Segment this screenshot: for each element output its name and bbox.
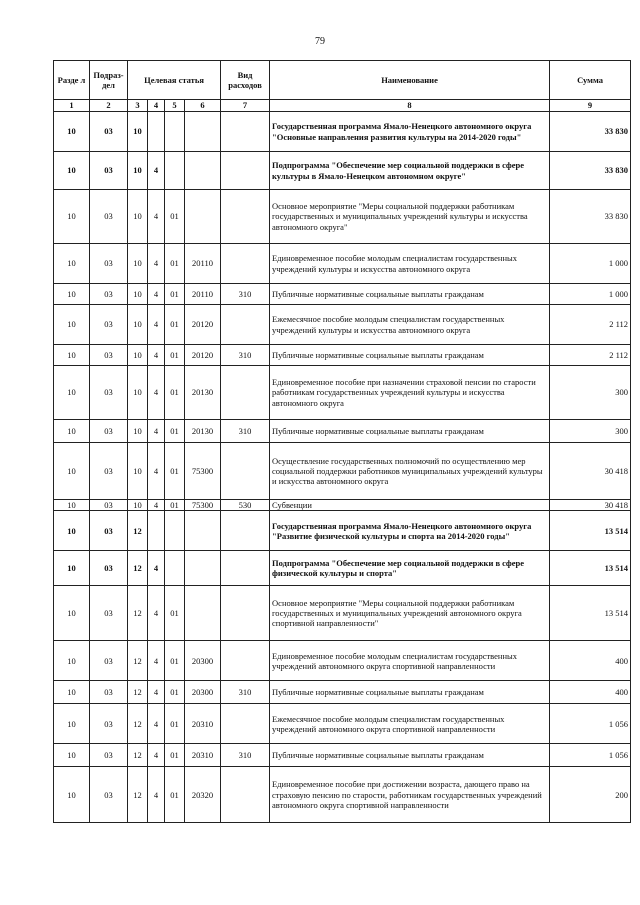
row-razdel: 10 (54, 244, 90, 284)
row-celevaya-event: 01 (165, 744, 185, 767)
row-celevaya-program: 10 (128, 500, 148, 511)
table-row (54, 443, 631, 500)
row-celevaya-subprogram: 4 (148, 305, 165, 345)
row-celevaya-subprogram: 4 (148, 681, 165, 704)
row-razdel: 10 (54, 284, 90, 305)
row-celevaya-subprogram: 4 (148, 744, 165, 767)
row-summa: 300 (550, 366, 631, 420)
row-summa: 13 514 (550, 586, 631, 641)
row-vid-rashodov: 310 (221, 345, 270, 366)
column-number-row (54, 100, 631, 112)
row-vid-rashodov (221, 112, 270, 152)
row-podrazdel: 03 (90, 551, 128, 586)
table-row (54, 305, 631, 345)
row-summa: 30 418 (550, 443, 631, 500)
row-vid-rashodov: 530 (221, 500, 270, 511)
row-celevaya-direction (185, 511, 221, 551)
row-celevaya-subprogram: 4 (148, 284, 165, 305)
row-celevaya-direction (185, 112, 221, 152)
row-summa: 13 514 (550, 511, 631, 551)
table-row (54, 586, 631, 641)
row-vid-rashodov (221, 641, 270, 681)
row-summa: 200 (550, 767, 631, 823)
row-celevaya-program: 12 (128, 641, 148, 681)
budget-table (53, 60, 631, 823)
header-razdel: Разде л (54, 61, 90, 100)
row-celevaya-direction: 20130 (185, 420, 221, 443)
row-razdel: 10 (54, 511, 90, 551)
row-summa: 1 000 (550, 244, 631, 284)
row-summa: 2 112 (550, 345, 631, 366)
header-celevaya-statya: Целевая статья (128, 61, 221, 100)
column-number: 3 (128, 100, 148, 112)
row-razdel: 10 (54, 767, 90, 823)
row-summa: 2 112 (550, 305, 631, 345)
row-celevaya-program: 10 (128, 152, 148, 190)
row-podrazdel: 03 (90, 112, 128, 152)
row-naimenovanie: Государственная программа Ямало-Ненецкого автономного округа "Основные направления развития культуры на 2014-2020 годы" (270, 112, 550, 152)
row-summa: 33 830 (550, 112, 631, 152)
row-celevaya-program: 12 (128, 551, 148, 586)
column-number: 6 (185, 100, 221, 112)
row-podrazdel: 03 (90, 345, 128, 366)
row-razdel: 10 (54, 112, 90, 152)
row-celevaya-direction: 75300 (185, 443, 221, 500)
row-vid-rashodov (221, 244, 270, 284)
row-celevaya-subprogram: 4 (148, 345, 165, 366)
row-celevaya-event: 01 (165, 345, 185, 366)
row-celevaya-direction: 20300 (185, 641, 221, 681)
row-razdel: 10 (54, 681, 90, 704)
row-celevaya-direction (185, 190, 221, 244)
row-celevaya-subprogram: 4 (148, 366, 165, 420)
row-naimenovanie: Публичные нормативные социальные выплаты гражданам (270, 681, 550, 704)
header-vid-rashodov: Вид расходов (221, 61, 270, 100)
row-naimenovanie: Ежемесячное пособие молодым специалистам государственных учреждений автономного округа спортивной направленности (270, 704, 550, 744)
table-row (54, 190, 631, 244)
row-vid-rashodov (221, 305, 270, 345)
table-row (54, 112, 631, 152)
row-podrazdel: 03 (90, 420, 128, 443)
row-celevaya-event: 01 (165, 767, 185, 823)
row-razdel: 10 (54, 641, 90, 681)
row-naimenovanie: Государственная программа Ямало-Ненецкого автономного округа "Развитие физической культуры и спорта на 2014-2020 годы" (270, 511, 550, 551)
row-celevaya-direction: 20120 (185, 345, 221, 366)
row-celevaya-direction: 20120 (185, 305, 221, 345)
table-row (54, 500, 631, 511)
column-number: 1 (54, 100, 90, 112)
row-naimenovanie: Основное мероприятие "Меры социальной поддержки работникам государственных и муниципальных учреждений автономного округа спортивной направленности" (270, 586, 550, 641)
row-podrazdel: 03 (90, 511, 128, 551)
row-naimenovanie: Осуществление государственных полномочий по осуществлению мер социальной поддержки работников муниципальных учреждений культуры и искусства автономного округа (270, 443, 550, 500)
row-celevaya-program: 10 (128, 305, 148, 345)
row-podrazdel: 03 (90, 366, 128, 420)
row-razdel: 10 (54, 152, 90, 190)
row-celevaya-program: 10 (128, 112, 148, 152)
row-razdel: 10 (54, 190, 90, 244)
row-naimenovanie: Публичные нормативные социальные выплаты гражданам (270, 744, 550, 767)
header-naimenovanie: Наименование (270, 61, 550, 100)
page-number: 79 (315, 36, 325, 47)
row-podrazdel: 03 (90, 190, 128, 244)
row-celevaya-event: 01 (165, 500, 185, 511)
table-header-row (54, 61, 631, 100)
row-podrazdel: 03 (90, 744, 128, 767)
row-celevaya-program: 10 (128, 284, 148, 305)
row-celevaya-event: 01 (165, 190, 185, 244)
row-celevaya-program: 12 (128, 767, 148, 823)
row-celevaya-event (165, 112, 185, 152)
row-celevaya-direction: 20300 (185, 681, 221, 704)
row-celevaya-event: 01 (165, 586, 185, 641)
table-row (54, 641, 631, 681)
table-row (54, 366, 631, 420)
row-podrazdel: 03 (90, 305, 128, 345)
row-celevaya-subprogram: 4 (148, 551, 165, 586)
row-vid-rashodov (221, 190, 270, 244)
row-celevaya-subprogram: 4 (148, 420, 165, 443)
row-naimenovanie: Подпрограмма "Обеспечение мер социальной поддержки в сфере физической культуры и спорта" (270, 551, 550, 586)
table-row (54, 244, 631, 284)
row-naimenovanie: Единовременное пособие молодым специалистам государственных учреждений автономного округа спортивной направленности (270, 641, 550, 681)
row-vid-rashodov: 310 (221, 284, 270, 305)
header-podrazdel: Подраз- дел (90, 61, 128, 100)
row-celevaya-subprogram: 4 (148, 500, 165, 511)
row-celevaya-subprogram: 4 (148, 641, 165, 681)
row-celevaya-program: 10 (128, 244, 148, 284)
row-celevaya-event (165, 152, 185, 190)
row-celevaya-event: 01 (165, 704, 185, 744)
table-row (54, 744, 631, 767)
header-summa: Сумма (550, 61, 631, 100)
row-podrazdel: 03 (90, 443, 128, 500)
column-number: 7 (221, 100, 270, 112)
row-summa: 1 056 (550, 704, 631, 744)
column-number: 9 (550, 100, 631, 112)
row-podrazdel: 03 (90, 500, 128, 511)
row-naimenovanie: Публичные нормативные социальные выплаты гражданам (270, 284, 550, 305)
row-celevaya-program: 12 (128, 586, 148, 641)
row-razdel: 10 (54, 305, 90, 345)
row-celevaya-event: 01 (165, 420, 185, 443)
row-celevaya-subprogram: 4 (148, 244, 165, 284)
row-summa: 30 418 (550, 500, 631, 511)
table-row (54, 704, 631, 744)
column-number: 5 (165, 100, 185, 112)
row-celevaya-event: 01 (165, 681, 185, 704)
table-row (54, 420, 631, 443)
row-celevaya-subprogram: 4 (148, 586, 165, 641)
row-vid-rashodov (221, 443, 270, 500)
row-razdel: 10 (54, 366, 90, 420)
row-celevaya-event: 01 (165, 443, 185, 500)
row-podrazdel: 03 (90, 586, 128, 641)
row-celevaya-direction: 20310 (185, 704, 221, 744)
row-summa: 13 514 (550, 551, 631, 586)
row-celevaya-program: 10 (128, 190, 148, 244)
row-vid-rashodov: 310 (221, 420, 270, 443)
row-razdel: 10 (54, 420, 90, 443)
row-celevaya-program: 10 (128, 443, 148, 500)
table-row (54, 345, 631, 366)
row-razdel: 10 (54, 443, 90, 500)
row-podrazdel: 03 (90, 641, 128, 681)
row-naimenovanie: Единовременное пособие при достижении возраста, дающего право на страховую пенсию по старости, работникам государственных учреждений автономного округа спортивной направленности (270, 767, 550, 823)
row-naimenovanie: Ежемесячное пособие молодым специалистам государственных учреждений культуры и искусства автономного округа (270, 305, 550, 345)
row-summa: 1 056 (550, 744, 631, 767)
row-vid-rashodov (221, 551, 270, 586)
row-celevaya-subprogram (148, 112, 165, 152)
row-celevaya-direction: 20110 (185, 284, 221, 305)
row-celevaya-event: 01 (165, 366, 185, 420)
column-number: 8 (270, 100, 550, 112)
row-naimenovanie: Единовременное пособие молодым специалистам государственных учреждений культуры и искусства автономного округа (270, 244, 550, 284)
row-celevaya-event: 01 (165, 305, 185, 345)
table-row (54, 511, 631, 551)
row-celevaya-event: 01 (165, 641, 185, 681)
row-celevaya-subprogram: 4 (148, 704, 165, 744)
row-naimenovanie: Подпрограмма "Обеспечение мер социальной поддержки в сфере культуры в Ямало-Ненецком автономном округе" (270, 152, 550, 190)
column-number: 4 (148, 100, 165, 112)
table-row (54, 551, 631, 586)
row-vid-rashodov (221, 511, 270, 551)
row-celevaya-direction: 20110 (185, 244, 221, 284)
table-row (54, 681, 631, 704)
row-celevaya-event (165, 511, 185, 551)
row-razdel: 10 (54, 500, 90, 511)
row-celevaya-event: 01 (165, 244, 185, 284)
row-vid-rashodov: 310 (221, 681, 270, 704)
row-naimenovanie: Основное мероприятие "Меры социальной поддержки работникам государственных и муниципальных учреждений культуры и искусства автономного округа" (270, 190, 550, 244)
row-celevaya-subprogram: 4 (148, 443, 165, 500)
row-summa: 400 (550, 641, 631, 681)
row-celevaya-program: 10 (128, 345, 148, 366)
row-summa: 1 000 (550, 284, 631, 305)
row-celevaya-subprogram: 4 (148, 152, 165, 190)
row-celevaya-direction: 20310 (185, 744, 221, 767)
table-row (54, 284, 631, 305)
row-celevaya-direction (185, 152, 221, 190)
row-celevaya-event (165, 551, 185, 586)
row-podrazdel: 03 (90, 244, 128, 284)
row-razdel: 10 (54, 551, 90, 586)
row-naimenovanie: Субвенции (270, 500, 550, 511)
row-podrazdel: 03 (90, 284, 128, 305)
row-celevaya-subprogram: 4 (148, 190, 165, 244)
row-celevaya-direction: 75300 (185, 500, 221, 511)
row-celevaya-subprogram: 4 (148, 767, 165, 823)
row-celevaya-direction (185, 551, 221, 586)
row-summa: 33 830 (550, 152, 631, 190)
row-vid-rashodov (221, 152, 270, 190)
row-razdel: 10 (54, 744, 90, 767)
row-vid-rashodov (221, 767, 270, 823)
row-celevaya-direction (185, 586, 221, 641)
row-celevaya-subprogram (148, 511, 165, 551)
row-celevaya-program: 10 (128, 420, 148, 443)
row-podrazdel: 03 (90, 681, 128, 704)
row-vid-rashodov (221, 586, 270, 641)
row-vid-rashodov: 310 (221, 744, 270, 767)
row-celevaya-program: 10 (128, 366, 148, 420)
column-number: 2 (90, 100, 128, 112)
row-podrazdel: 03 (90, 767, 128, 823)
row-naimenovanie: Единовременное пособие при назначении страховой пенсии по старости работникам государственных учреждений культуры и искусства автономного округа (270, 366, 550, 420)
row-celevaya-program: 12 (128, 704, 148, 744)
row-summa: 400 (550, 681, 631, 704)
table-body (54, 112, 631, 823)
table-row (54, 152, 631, 190)
row-celevaya-direction: 20130 (185, 366, 221, 420)
row-celevaya-program: 12 (128, 511, 148, 551)
row-razdel: 10 (54, 586, 90, 641)
row-summa: 300 (550, 420, 631, 443)
row-celevaya-program: 12 (128, 744, 148, 767)
row-vid-rashodov (221, 366, 270, 420)
row-vid-rashodov (221, 704, 270, 744)
row-celevaya-event: 01 (165, 284, 185, 305)
row-podrazdel: 03 (90, 152, 128, 190)
table-row (54, 767, 631, 823)
row-razdel: 10 (54, 345, 90, 366)
row-summa: 33 830 (550, 190, 631, 244)
row-razdel: 10 (54, 704, 90, 744)
row-celevaya-program: 12 (128, 681, 148, 704)
row-podrazdel: 03 (90, 704, 128, 744)
row-naimenovanie: Публичные нормативные социальные выплаты гражданам (270, 345, 550, 366)
row-naimenovanie: Публичные нормативные социальные выплаты гражданам (270, 420, 550, 443)
row-celevaya-direction: 20320 (185, 767, 221, 823)
